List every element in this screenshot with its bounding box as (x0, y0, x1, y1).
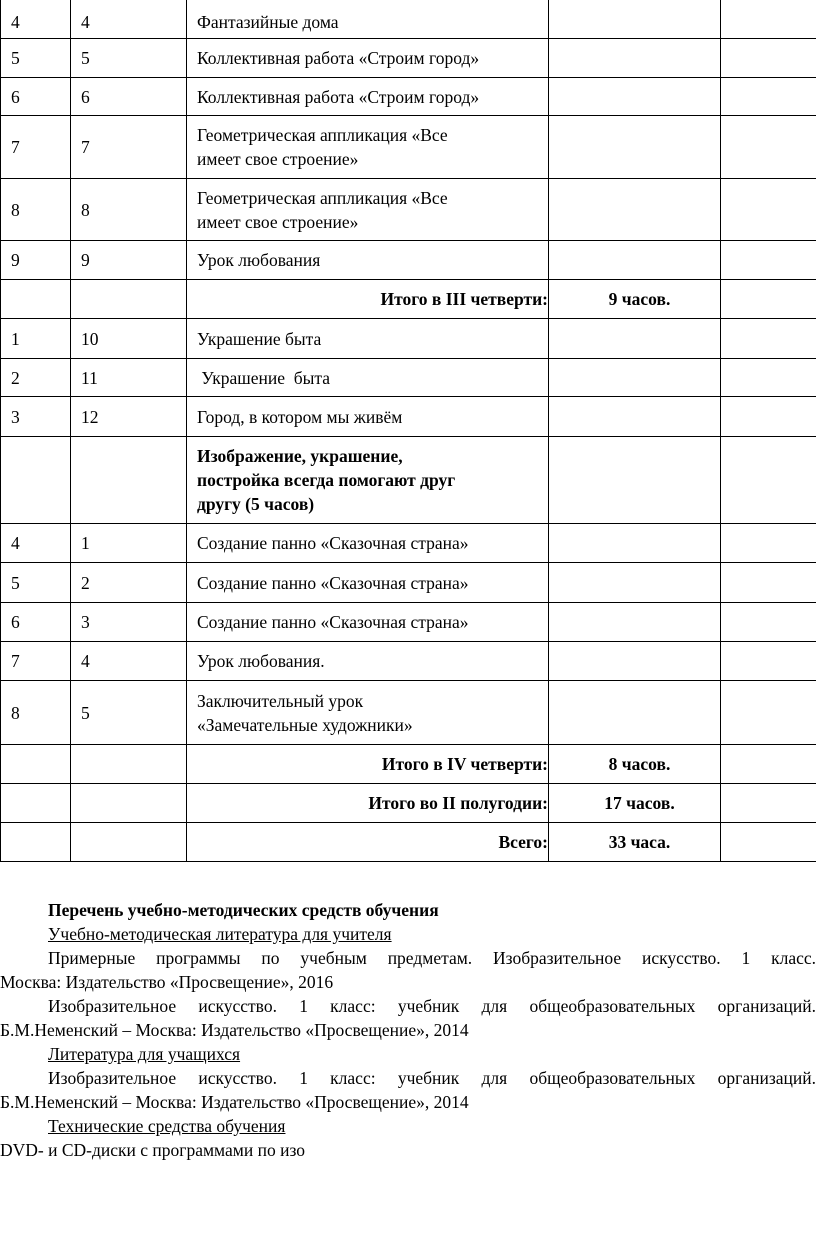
table-row (1, 397, 816, 437)
student-literature-title: Литература для учащихся (48, 1044, 241, 1064)
lesson-number-cell: 5 (71, 681, 187, 745)
lesson-topic-cell: Украшение быта (187, 359, 549, 397)
date-plan-cell (549, 359, 721, 397)
section-title-cell (187, 437, 549, 524)
technical-means-item: DVD- и CD-диски с программами по изо (0, 1140, 306, 1160)
table-row (1, 179, 816, 241)
lesson-topic-cell: Урок любования. (187, 642, 549, 681)
student-literature-item-line: Изобразительное искусство. 1 класс: учебник для общеобразовательных организаций. (48, 1068, 816, 1088)
date-plan-cell (549, 563, 721, 603)
row-number-cell: 4 (1, 0, 71, 39)
table-row (1, 681, 816, 745)
date-fact-cell (721, 241, 816, 280)
lesson-number-cell: 6 (71, 78, 187, 116)
table-row (1, 241, 816, 280)
topic-line: Геометрическая аппликация «Все (197, 187, 448, 208)
date-fact-cell (721, 0, 816, 39)
lesson-topic-cell: Украшение быта (187, 319, 549, 359)
row-number-cell: 8 (1, 681, 71, 745)
topic-line: Геометрическая аппликация «Все (197, 125, 448, 145)
date-fact-cell (721, 524, 816, 563)
empty-cell (71, 823, 187, 862)
empty-cell (1, 823, 71, 862)
total-label-cell: Итого в III четверти: (187, 280, 549, 319)
lesson-topic-cell: Город, в котором мы живём (187, 397, 549, 437)
date-plan-cell (549, 78, 721, 116)
teacher-literature-item-line: Изобразительное искусство. 1 класс: учебник для общеобразовательных организаций. (48, 996, 816, 1016)
row-number-cell: 1 (1, 319, 71, 359)
row-number-cell: 7 (1, 642, 71, 681)
lesson-topic-cell: Коллективная работа «Строим город» (187, 39, 549, 78)
lesson-number-cell: 11 (71, 359, 187, 397)
empty-cell (71, 745, 187, 784)
table-row (1, 78, 816, 116)
lesson-topic-cell (187, 116, 549, 179)
date-fact-cell (721, 563, 816, 603)
row-number-cell: 2 (1, 359, 71, 397)
resources-heading: Перечень учебно-методических средств обучения (48, 900, 439, 920)
date-plan-cell (549, 116, 721, 179)
section-title-line: другу (5 часов) (197, 494, 315, 514)
lesson-topic-cell: Фантазийные дома (187, 0, 549, 39)
lesson-topic-cell: Коллективная работа «Строим город» (187, 78, 549, 116)
lesson-number-cell: 1 (71, 524, 187, 563)
total-value-cell: 17 часов. (549, 784, 721, 823)
date-fact-cell (721, 437, 816, 524)
lesson-number-cell: 7 (71, 116, 187, 179)
date-fact-cell (721, 397, 816, 437)
teacher-literature-item-line: Москва: Издательство «Просвещение», 2016 (0, 972, 334, 992)
empty-cell (71, 437, 187, 524)
lesson-number-cell: 9 (71, 241, 187, 280)
empty-cell (721, 784, 816, 823)
topic-line: имеет свое строение» (197, 149, 359, 169)
row-number-cell: 5 (1, 39, 71, 78)
row-number-cell: 5 (1, 563, 71, 603)
total-value-cell: 9 часов. (549, 280, 721, 319)
table-row-total (1, 823, 816, 862)
lesson-number-cell: 2 (71, 563, 187, 603)
row-number-cell: 7 (1, 116, 71, 179)
table-row (1, 39, 816, 78)
date-plan-cell (549, 524, 721, 563)
date-fact-cell (721, 39, 816, 78)
empty-cell (1, 745, 71, 784)
table-row (1, 642, 816, 681)
table-row (1, 563, 816, 603)
section-title-line: постройка всегда помогают друг (197, 470, 456, 490)
row-number-cell: 9 (1, 241, 71, 280)
empty-cell (1, 437, 71, 524)
date-plan-cell (549, 437, 721, 524)
row-number-cell: 8 (1, 179, 71, 241)
lesson-number-cell: 4 (71, 0, 187, 39)
lesson-number-cell: 8 (71, 179, 187, 241)
table-row (1, 319, 816, 359)
table-row (1, 116, 816, 179)
empty-cell (721, 823, 816, 862)
date-plan-cell (549, 397, 721, 437)
topic-line: Заключительный урок (197, 690, 364, 711)
date-plan-cell (549, 179, 721, 241)
lesson-topic-cell (187, 179, 549, 241)
table-row-total (1, 280, 816, 319)
table-row-total (1, 784, 816, 823)
table-row (1, 0, 816, 39)
lesson-number-cell: 3 (71, 603, 187, 642)
empty-cell (71, 280, 187, 319)
table-row (1, 603, 816, 642)
table-row (1, 359, 816, 397)
date-fact-cell (721, 179, 816, 241)
date-plan-cell (549, 603, 721, 642)
date-plan-cell (549, 241, 721, 280)
table-row-section (1, 437, 816, 524)
total-label-cell: Итого в IV четверти: (187, 745, 549, 784)
section-title-line: Изображение, украшение, (197, 446, 403, 466)
total-label-cell: Всего: (187, 823, 549, 862)
topic-line: «Замечательные художники» (197, 714, 413, 735)
lesson-number-cell: 5 (71, 39, 187, 78)
row-number-cell: 6 (1, 78, 71, 116)
date-fact-cell (721, 681, 816, 745)
date-plan-cell (549, 39, 721, 78)
lesson-topic-cell: Создание панно «Сказочная страна» (187, 603, 549, 642)
empty-cell (71, 784, 187, 823)
teacher-literature-item-line: Примерные программы по учебным предметам. Изобразительное искусство. 1 класс. (48, 948, 816, 968)
date-fact-cell (721, 642, 816, 681)
row-number-cell: 4 (1, 524, 71, 563)
lesson-number-cell: 12 (71, 397, 187, 437)
table-row-total (1, 745, 816, 784)
topic-line: имеет свое строение» (197, 211, 359, 232)
teacher-literature-title: Учебно-методическая литература для учителя (48, 924, 392, 944)
lesson-number-cell: 4 (71, 642, 187, 681)
resources-section (0, 898, 816, 1162)
date-fact-cell (721, 603, 816, 642)
total-value-cell: 8 часов. (549, 745, 721, 784)
date-fact-cell (721, 319, 816, 359)
date-plan-cell (549, 642, 721, 681)
date-plan-cell (549, 0, 721, 39)
date-plan-cell (549, 681, 721, 745)
lesson-topic-cell: Создание панно «Сказочная страна» (187, 524, 549, 563)
date-fact-cell (721, 78, 816, 116)
date-fact-cell (721, 359, 816, 397)
empty-cell (1, 784, 71, 823)
teacher-literature-item-line: Б.М.Неменский – Москва: Издательство «Просвещение», 2014 (0, 1020, 469, 1040)
student-literature-item-line: Б.М.Неменский – Москва: Издательство «Просвещение», 2014 (0, 1092, 469, 1112)
table-row (1, 524, 816, 563)
empty-cell (721, 745, 816, 784)
total-label-cell: Итого во II полугодии: (187, 784, 549, 823)
row-number-cell: 6 (1, 603, 71, 642)
empty-cell (721, 280, 816, 319)
total-value-cell: 33 часа. (549, 823, 721, 862)
lesson-number-cell: 10 (71, 319, 187, 359)
empty-cell (1, 280, 71, 319)
date-plan-cell (549, 319, 721, 359)
lesson-topic-cell: Создание панно «Сказочная страна» (187, 563, 549, 603)
lesson-topic-cell: Урок любования (187, 241, 549, 280)
date-fact-cell (721, 116, 816, 179)
technical-means-title: Технические средства обучения (48, 1116, 286, 1136)
lesson-topic-cell (187, 681, 549, 745)
row-number-cell: 3 (1, 397, 71, 437)
